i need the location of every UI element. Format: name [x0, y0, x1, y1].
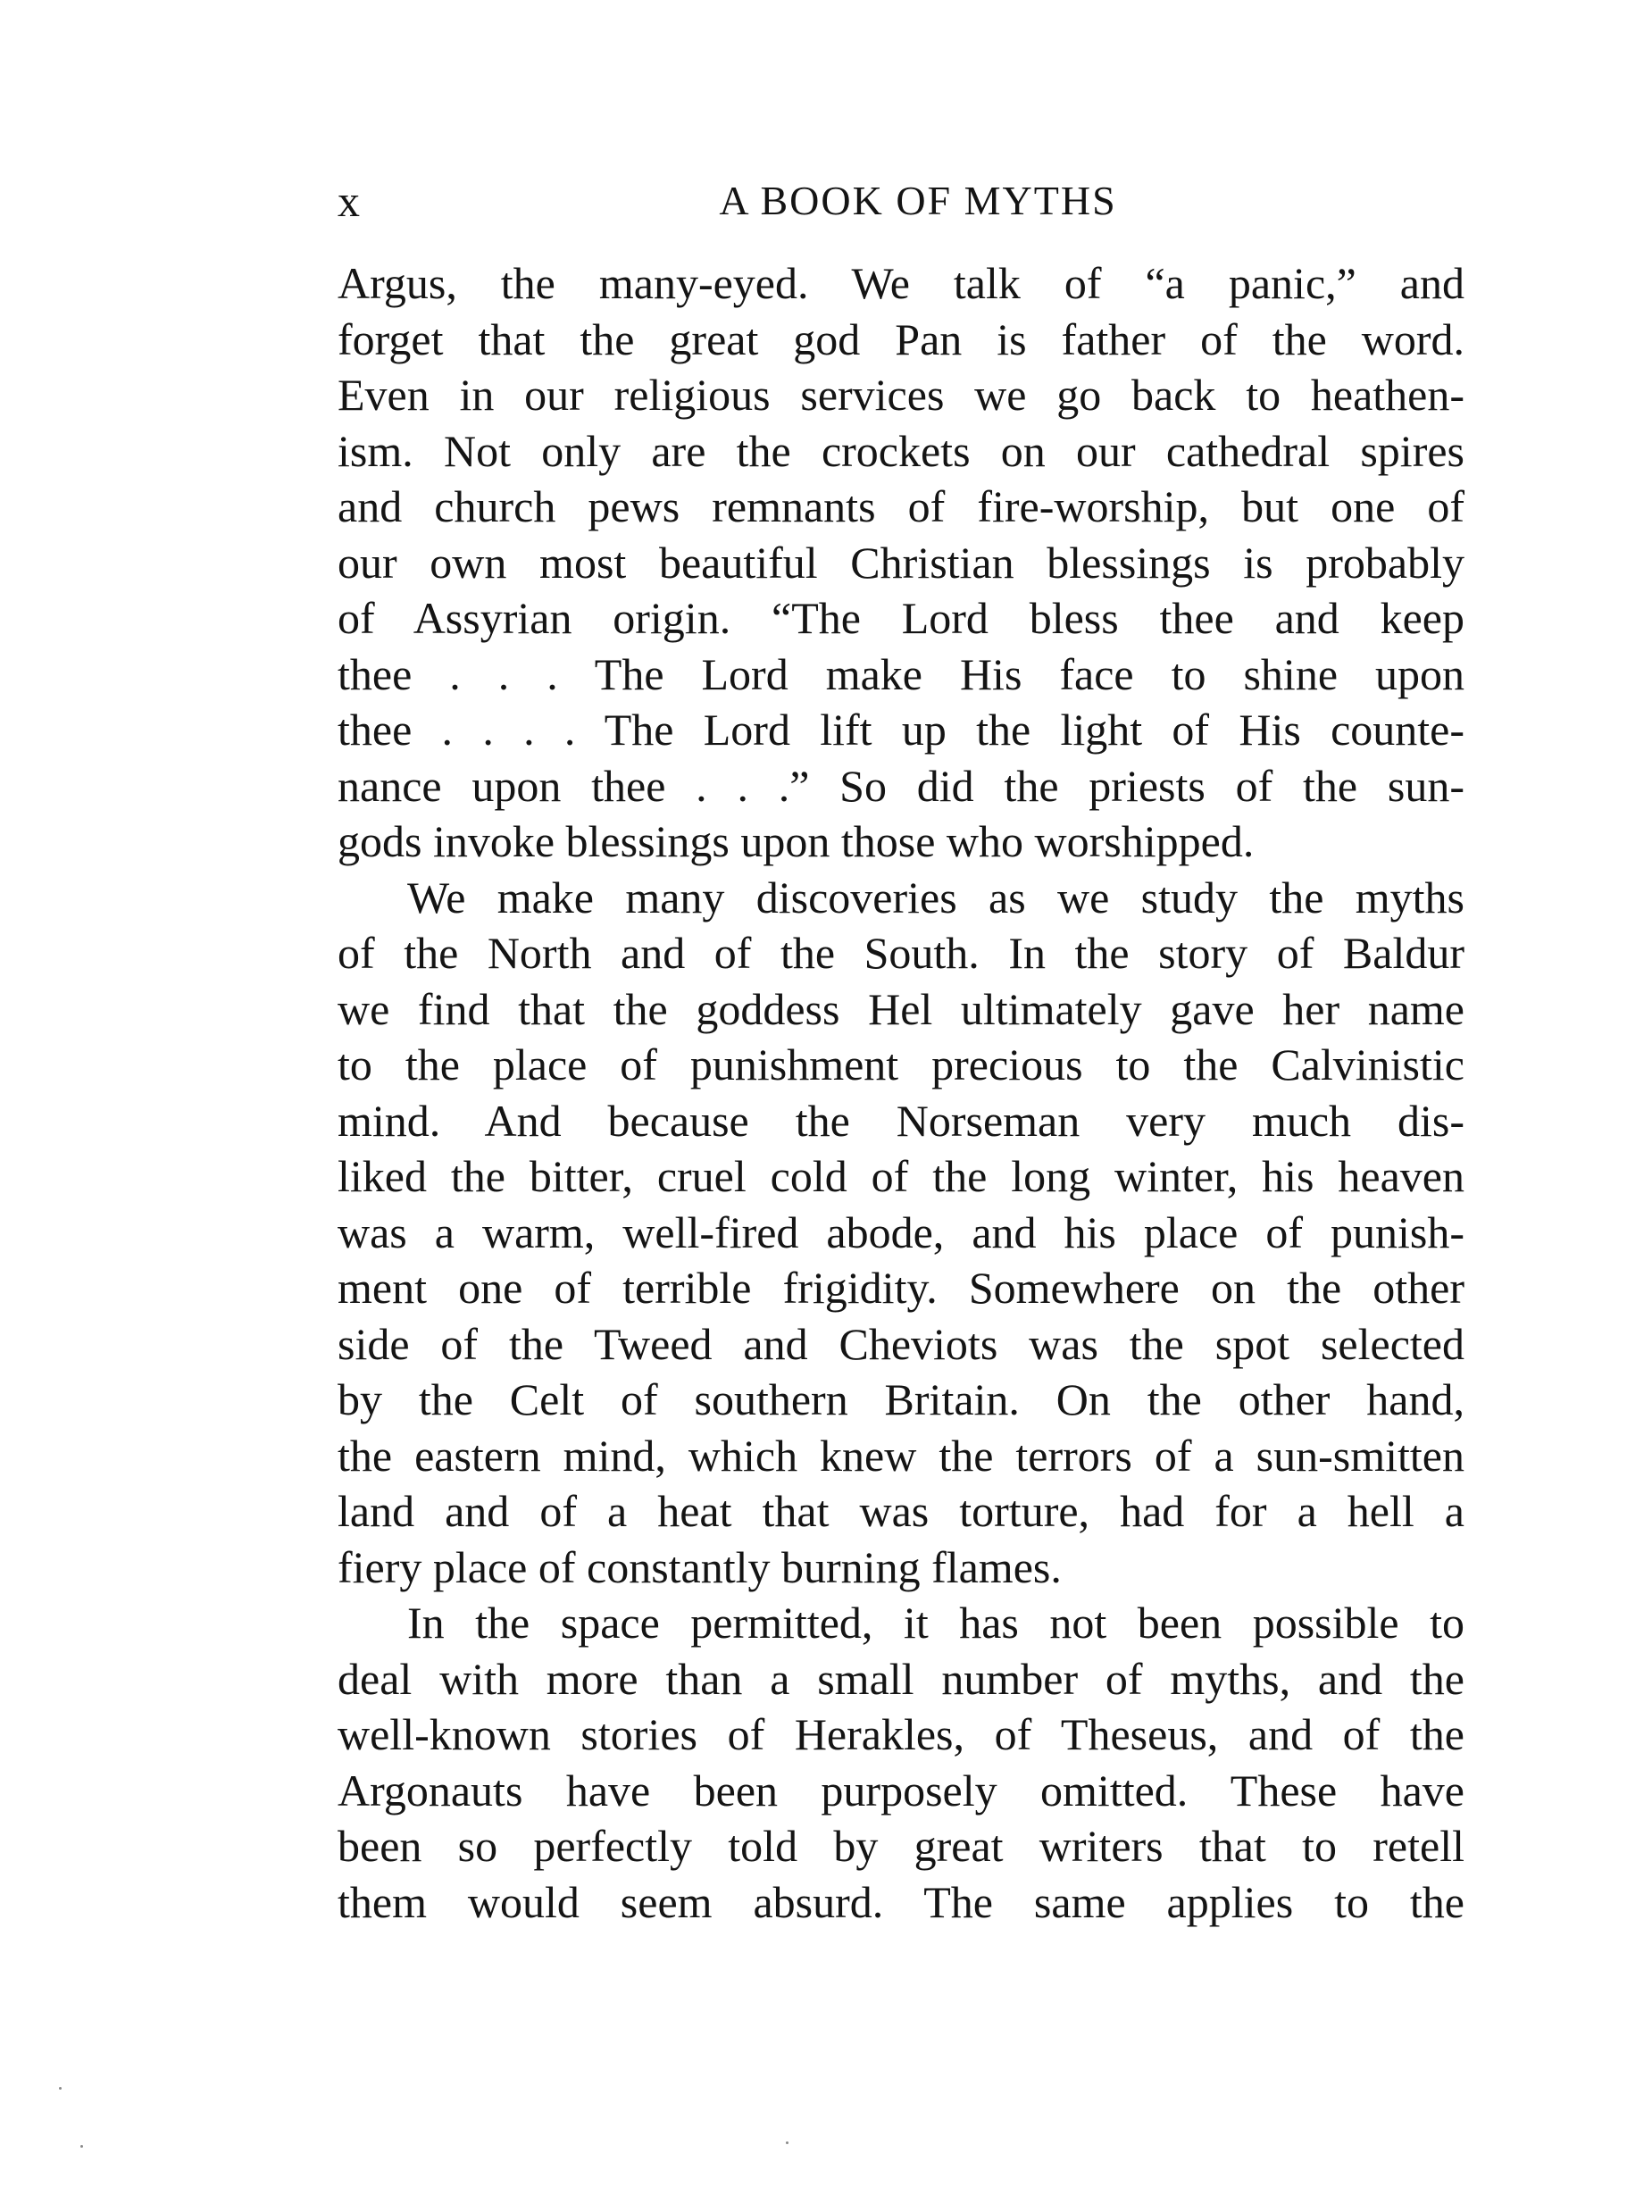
text-line: of Assyrian origin. “The Lord bless thee and keep [338, 593, 1464, 643]
text-line: by the Celt of southern Britain. On the other hand, [338, 1374, 1464, 1424]
text-line: deal with more than a small number of myths, and the [338, 1653, 1464, 1704]
text-line: we find that the goddess Hel ultimately gave her name [338, 983, 1464, 1034]
text-line: been so perfectly told by great writers that to retell [338, 1821, 1464, 1871]
text-line: We make many discoveries as we study the myths [407, 872, 1464, 922]
text-line: ment one of terrible frigidity. Somewhere on the other [338, 1263, 1464, 1313]
paragraph [338, 1595, 1464, 1930]
text-line: thee . . . . The Lord lift up the light of His counte- [338, 705, 1464, 755]
running-head [338, 165, 1463, 237]
text-line: Even in our religious services we go back to heathen- [338, 370, 1464, 420]
text-line: well-known stories of Herakles, of Theseus, and of the [338, 1709, 1464, 1759]
text-line: to the place of punishment precious to the Calvinistic [338, 1039, 1464, 1089]
text-line: liked the bitter, cruel cold of the long winter, his heaven [338, 1151, 1464, 1201]
paragraph [338, 255, 1464, 870]
scan-speck [59, 2087, 62, 2090]
text-line: the eastern mind, which knew the terrors of a sun-smitten [338, 1430, 1464, 1481]
scan-speck [80, 2145, 83, 2148]
text-line: and church pews remnants of fire-worship, but one of [338, 481, 1464, 531]
text-line: was a warm, well-fired abode, and his place of punish- [338, 1206, 1464, 1257]
text-line: of the North and of the South. In the story of Baldur [338, 928, 1464, 978]
text-line: Argus, the many-eyed. We talk of “a panic,” and [338, 258, 1464, 308]
text-line: nance upon thee . . .” So did the priests of the sun- [338, 760, 1464, 811]
text-line: forget that the great god Pan is father of the word. [338, 313, 1464, 364]
text-line: our own most beautiful Christian blessings is probably [338, 537, 1464, 588]
text-line: ism. Not only are the crockets on our cathedral spires [338, 425, 1464, 476]
text-line: them would seem absurd. The same applies to the [338, 1876, 1464, 1927]
paragraph [338, 870, 1464, 1596]
book-title: A BOOK OF MYTHS [719, 178, 1117, 223]
text-line: fiery place of constantly burning flames. [338, 1541, 1062, 1592]
scan-speck [786, 2141, 788, 2144]
text-line: thee . . . The Lord make His face to shine upon [338, 648, 1464, 699]
text-line: In the space permitted, it has not been possible to [407, 1598, 1464, 1648]
text-line: mind. And because the Norseman very much dis- [338, 1095, 1464, 1146]
text-line: gods invoke blessings upon those who worshipped. [338, 816, 1255, 866]
text-line: side of the Tweed and Cheviots was the spot selected [338, 1318, 1464, 1369]
text-line: Argonauts have been purposely omitted. These have [338, 1765, 1464, 1816]
page-number: x [338, 176, 360, 226]
body-text [338, 255, 1464, 1930]
text-line: land and of a heat that was torture, had for a hell a [338, 1486, 1464, 1536]
